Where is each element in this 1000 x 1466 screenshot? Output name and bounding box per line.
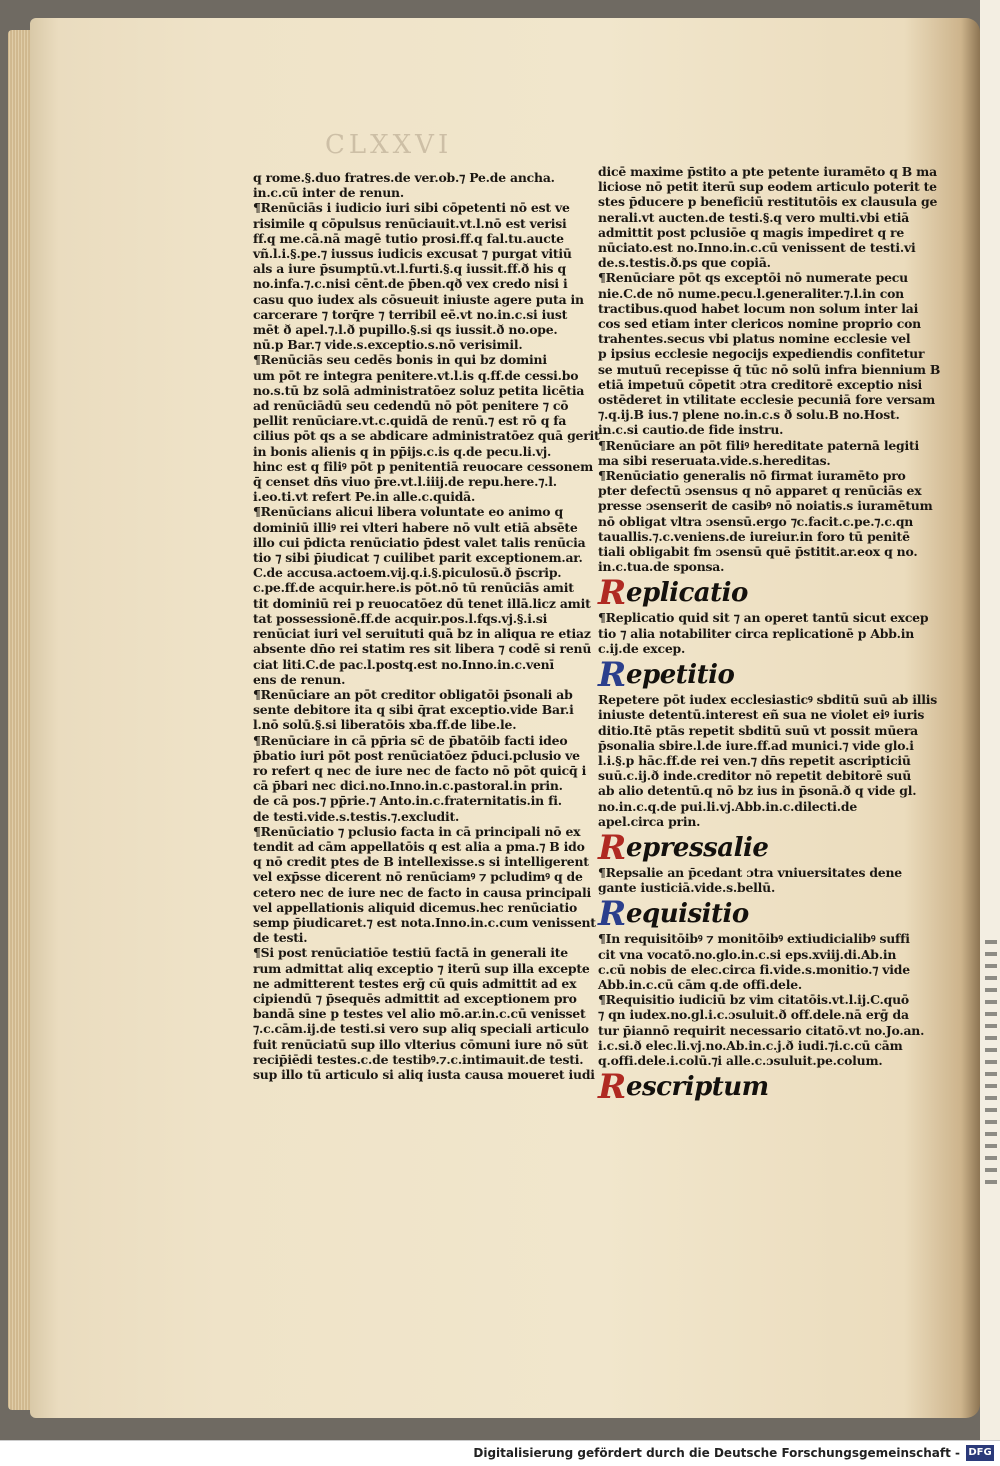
text-line: tiali obligabit fm ɔsensū quē p̄stitit.ar.eox q no. bbox=[598, 544, 918, 560]
text-line: in.c.si cautio.de fide instru. bbox=[598, 422, 784, 438]
folio-number: CLXXVI bbox=[325, 130, 453, 160]
text-line: q nō credit ptes de B intellexisse.s si intelligerent bbox=[253, 854, 589, 870]
text-line: q̄ censet dn̄s viuo p̄re.vt.l.iiij.de repu.here.⁊.l. bbox=[253, 474, 557, 490]
text-line: ¶Renūcians alicui libera voluntate eo animo q bbox=[253, 504, 563, 520]
text-line: iniuste detentū.interest eñ sua ne violet eiꝰ iuris bbox=[598, 707, 925, 723]
text-line: pter defectū ɔsensus q nō apparet q renūciās ex bbox=[598, 483, 922, 499]
text-line: ¶Renūciās i iudicio iuri sibi cōpetenti nō est ve bbox=[253, 200, 570, 216]
text-line: cos sed etiam inter clericos nomine proprio con bbox=[598, 316, 921, 332]
text-line: bandā sine p testes vel alio mō.ar.in.c.cū venisset bbox=[253, 1006, 586, 1022]
text-line: ma sibi reseruata.vide.s.hereditas. bbox=[598, 452, 831, 468]
section-heading bbox=[598, 894, 888, 935]
adjacent-page-strip bbox=[980, 0, 1000, 1440]
text-line: p̄batio iuri pōt post renūciatōez p̄duci.pclusio ve bbox=[253, 747, 580, 763]
text-line: nūciato.est no.Inno.in.c.cū venissent de testi.vi bbox=[598, 240, 916, 256]
text-line: l.nō solū.§.si liberatōis xba.ff.de libe.le. bbox=[253, 717, 517, 733]
text-line: p̄sonalia sbire.l.de iure.ff.ad munici.⁊ vide glo.i bbox=[598, 737, 914, 753]
text-line: stes p̄ducere p beneficiū restitutōis ex clausula ge bbox=[598, 194, 938, 210]
decorated-initial: R bbox=[598, 573, 627, 614]
text-line: tit dominiū rei p reuocatōez dū tenet illā.licz amit bbox=[253, 595, 591, 611]
text-line: tauallis.⁊.c.veniens.de iureiur.in foro tū penitē bbox=[598, 528, 910, 544]
text-line: trahentes.secus vbi platus nomine ecclesie vel bbox=[598, 331, 911, 347]
text-line: ¶Renūciare pōt qs exceptōi nō numerate pecu bbox=[598, 270, 908, 286]
text-line: ens de renun. bbox=[253, 671, 346, 687]
text-line: tio ⁊ sibi p̄iudicat ⁊ cuilibet parit exceptionem.ar. bbox=[253, 550, 583, 566]
text-line: mēt ð apel.⁊.l.ð pupillo.§.si qs iussit.ð no.ope. bbox=[253, 322, 558, 338]
text-line: no.infa.⁊.c.nisi cēnt.de p̄ben.qð vex credo nisi i bbox=[253, 276, 568, 292]
section-heading bbox=[598, 573, 888, 614]
text-line: recip̄iēdi testes.c.de testibꝰ.⁊.c.intimauit.de testi. bbox=[253, 1051, 584, 1067]
dfg-logo-icon: DFG bbox=[966, 1445, 994, 1461]
section-heading bbox=[598, 827, 888, 868]
decorated-initial: R bbox=[598, 827, 627, 868]
text-line: ¶In requisitōibꝰ ⁊ monitōibꝰ extiudicialibꝰ suffi bbox=[598, 931, 910, 947]
text-line: c.pe.ff.de acquir.here.is pōt.nō tū renūciās amit bbox=[253, 580, 574, 596]
text-line: se mutuū recepisse q̄ tūc nō solū infra biennium B bbox=[598, 361, 941, 377]
text-line: q rome.§.duo fratres.de ver.ob.⁊ Pe.de ancha. bbox=[253, 170, 555, 185]
text-line: l.i.§.p hāc.ff.de rei ven.⁊ dn̄s repetit ascripticiū bbox=[598, 752, 911, 768]
text-line: carcerare ⁊ torq̄re ⁊ terribil eē.vt no.in.c.si iust bbox=[253, 306, 568, 322]
text-line: sente debitore ita q sibi q̄rat exceptio.vide Bar.i bbox=[253, 702, 574, 718]
text-line: um pōt re integra penitere.vt.l.is q.ff.de cessi.bo bbox=[253, 367, 579, 383]
text-line: ¶Renūciatio ⁊ pclusio facta in cā principali nō ex bbox=[253, 823, 581, 839]
text-line: ¶Requisitio iudiciū bz vim citatōis.vt.l.ij.C.quō bbox=[598, 992, 909, 1008]
section-title: equisitio bbox=[626, 899, 749, 930]
text-line: ¶Repsalie an p̄cedant ɔtra vniuersitates dene bbox=[598, 864, 902, 880]
text-line: sup illo tū articulo si aliq iusta causa moueret iudi bbox=[253, 1066, 595, 1082]
text-line: vñ.l.i.§.pe.⁊ iussus iudicis excusat ⁊ purgat vitiū bbox=[253, 246, 572, 262]
text-line: nerali.vt aucten.de testi.§.q vero multi.vbi etiā bbox=[598, 209, 910, 225]
section-title: escriptum bbox=[626, 1072, 769, 1103]
text-line: de.s.testis.ð.ps que copiā. bbox=[598, 255, 771, 271]
text-line: presse ɔsenserit de casibꝰ nō noiatis.s iuramētum bbox=[598, 498, 933, 514]
section-title: eplicatio bbox=[626, 578, 748, 609]
text-line: in.c.cū inter de renun. bbox=[253, 185, 404, 201]
text-line: ¶Replicatio quid sit ⁊ an operet tantū sicut excep bbox=[598, 610, 929, 626]
text-line: apel.circa prin. bbox=[598, 813, 701, 829]
text-line: no.in.c.q.de pui.li.vj.Abb.in.c.dilecti.de bbox=[598, 798, 858, 814]
text-line: etiā impetuū cōpetit ɔtra creditorē exceptio nisi bbox=[598, 376, 923, 392]
section-heading bbox=[598, 1067, 888, 1108]
text-line: vel appellationis aliquid dicemus.hec renūciatio bbox=[253, 899, 578, 915]
text-line: no.s.tū bz solā administratōez soluz petita licētia bbox=[253, 382, 585, 398]
text-line: i.eo.ti.vt refert Pe.in alle.c.quidā. bbox=[253, 489, 476, 505]
text-line: cit vna vocatō.no.glo.in.c.si eps.xviij.di.Ab.in bbox=[598, 946, 897, 962]
text-line: cipiendū ⁊ p̄sequēs admittit ad exceptionem pro bbox=[253, 990, 577, 1006]
text-line: ¶Si post renūciatiōe testiū factā in generali ite bbox=[253, 945, 568, 961]
text-line: ro refert q nec de iure nec de facto nō pōt quicq̄ i bbox=[253, 762, 587, 778]
text-line: nie.C.de nō nume.pecu.l.generaliter.⁊.l.in con bbox=[598, 285, 904, 301]
text-line: p ipsius ecclesie negocijs expediendis confitetur bbox=[598, 346, 925, 362]
text-line: semp p̄iudicaret.⁊ est nota.Inno.in.c.cum venissent bbox=[253, 914, 596, 930]
right-text-column bbox=[598, 164, 941, 1108]
text-line: ad renūciādū seu cedendū nō pōt penitere ⁊ cō bbox=[253, 398, 569, 414]
text-line: de testi.vide.s.testis.⁊.excludit. bbox=[253, 808, 460, 824]
text-line: cā p̄bari nec dici.no.Inno.in.c.pastoral.in prin. bbox=[253, 778, 563, 794]
text-line: ostēderet in vtilitate ecclesie pecuniā fore versam bbox=[598, 392, 936, 408]
text-line: C.de accusa.actoem.vij.q.i.§.piculosū.ð p̄scrip. bbox=[253, 565, 562, 581]
text-line: tur p̄iannō requirit necessario citatō.vt no.Jo.an. bbox=[598, 1022, 925, 1038]
text-line: dicē maxime p̄stito a pte petente iuramēto q B ma bbox=[598, 164, 937, 179]
text-line: c.cū nobis de elec.circa fi.vide.s.monitio.⁊ vide bbox=[598, 961, 910, 977]
text-line: casu quo iudex als cōsueuit iniuste agere puta in bbox=[253, 291, 584, 307]
section-title: epetitio bbox=[626, 660, 735, 691]
text-line: ab alio detentū.q nō bz ius in p̄sonā.ð q vide gl. bbox=[598, 783, 917, 799]
text-line: pellit renūciare.vt.c.quidā de renū.⁊ est rō q fa bbox=[253, 413, 567, 429]
text-line: ne admitterent testes erḡ cū quis admittit ad ex bbox=[253, 975, 577, 991]
decorated-initial: R bbox=[598, 1067, 627, 1108]
text-line: de testi. bbox=[253, 930, 308, 946]
section-heading bbox=[598, 655, 888, 696]
text-line: absente dn̄o rei statim res sit libera ⁊ codē si renū bbox=[253, 641, 592, 657]
decorated-initial: R bbox=[598, 655, 627, 696]
text-line: illo cui p̄dicta renūciatio p̄dest valet talis renūcia bbox=[253, 534, 586, 550]
text-line: ¶Renūciās seu cedēs bonis in qui bz domini bbox=[253, 352, 547, 368]
text-line: admittit post pclusiōe q magis impediret q re bbox=[598, 224, 905, 240]
text-line: renūciat iuri vel seruituti quā bz in aliqua re etiaz bbox=[253, 626, 591, 642]
text-line: suū.c.ij.ð inde.creditor nō repetit debitorē suū bbox=[598, 768, 912, 784]
text-line: risimile q cōpulsus renūciauit.vt.l.nō est verisi bbox=[253, 215, 567, 231]
text-line: als a iure p̄sumptū.vt.l.furti.§.q iussit.ff.ð his q bbox=[253, 261, 566, 277]
text-line: tat possessionē.ff.de acquir.pos.l.fqs.vj.§.i.si bbox=[253, 610, 548, 626]
text-line: cetero nec de iure nec de facto in causa principali bbox=[253, 884, 592, 900]
text-line: ¶Renūciare in cā pp̄ria sc̄ de p̄batōib facti ideo bbox=[253, 732, 568, 748]
adjacent-page-text bbox=[985, 940, 997, 1190]
funding-notice: Digitalisierung gefördert durch die Deutsche Forschungsgemeinschaft - bbox=[473, 1446, 960, 1460]
text-line: c.ij.de excep. bbox=[598, 640, 686, 656]
text-line: de cā pos.⁊ pp̄rie.⁊ Anto.in.c.fraternitatis.in fi. bbox=[253, 793, 562, 809]
text-line: liciose nō petit iterū sup eodem articulo poterit te bbox=[598, 179, 937, 195]
text-line: ¶Renūciatio generalis nō firmat iuramēto pro bbox=[598, 468, 906, 484]
text-line: rum admittat aliq exceptio ⁊ iterū sup illa excepte bbox=[253, 960, 590, 976]
text-line: nū.p Bar.⁊ vide.s.exceptio.s.nō verisimil. bbox=[253, 337, 523, 353]
text-line: ciat liti.C.de pac.l.postq.est no.Inno.in.c.venī bbox=[253, 656, 554, 672]
text-line: dominiū illiꝰ rei vlteri habere nō vult etiā absēte bbox=[253, 519, 578, 535]
text-line: vel exp̄sse dicerent nō renūciamꝰ ⁊ pcludimꝰ q de bbox=[253, 869, 583, 885]
text-line: tractibus.quod habet locum non solum inter lai bbox=[598, 300, 919, 316]
text-line: fuit renūciatū sup illo vlterius cōmuni iure nō sūt bbox=[253, 1036, 589, 1052]
text-line: in.c.tua.de sponsa. bbox=[598, 559, 725, 575]
text-line: in bonis alienis q in pp̄ijs.c.is q.de pecu.li.vj. bbox=[253, 443, 552, 459]
text-line: ff.q me.cā.nā magē tutio prosi.ff.q fal.tu.aucte bbox=[253, 230, 564, 246]
left-text-column bbox=[253, 170, 600, 1082]
text-line: Abb.in.c.cū cām q.de offi.dele. bbox=[598, 976, 803, 992]
text-line: nō obligat vltra ɔsensū.ergo ⁊c.facit.c.pe.⁊.c.qn bbox=[598, 513, 914, 529]
text-line: hinc est q filiꝰ pōt p penitentiā reuocare cessonem bbox=[253, 458, 593, 474]
text-line: ¶Renūciare an pōt filiꝰ hereditate paternā legiti bbox=[598, 437, 920, 453]
text-line: tendit ad cām appellatōis q est alia a pma.⁊ B ido bbox=[253, 838, 585, 854]
text-line: Repetere pōt iudex ecclesiasticꝰ sbditū suū ab illis bbox=[598, 692, 938, 708]
text-line: ditio.Itē ptās repetit sbditū suū vt possit mūera bbox=[598, 722, 918, 738]
text-line: ¶Renūciare an pōt creditor obligatōi p̄sonali ab bbox=[253, 686, 573, 702]
text-line: tio ⁊ alia notabiliter circa replicationē p Abb.in bbox=[598, 625, 915, 641]
text-line: q.offi.dele.i.colū.⁊i alle.c.ɔsuluit.pe.colum. bbox=[598, 1052, 883, 1068]
section-title: epressalie bbox=[626, 832, 769, 863]
decorated-initial: R bbox=[598, 894, 627, 935]
text-line: cilius pōt qs a se abdicare administratōez quā gerit bbox=[253, 428, 600, 444]
text-line: gante iusticiā.vide.s.bellū. bbox=[598, 880, 776, 896]
footer-bar bbox=[0, 1440, 1000, 1466]
text-line: ⁊ qn iudex.no.gl.i.c.ɔsuluit.ð off.dele.nā erḡ da bbox=[598, 1007, 909, 1023]
text-line: i.c.si.ð elec.li.vj.no.Ab.in.c.j.ð iudi.⁊i.c.cū cām bbox=[598, 1037, 903, 1053]
text-line: ⁊.q.ij.B ius.⁊ plene no.in.c.s ð solu.B no.Host. bbox=[598, 407, 900, 423]
text-line: ⁊.c.cām.ij.de testi.si vero sup aliq speciali articulo bbox=[253, 1021, 589, 1037]
